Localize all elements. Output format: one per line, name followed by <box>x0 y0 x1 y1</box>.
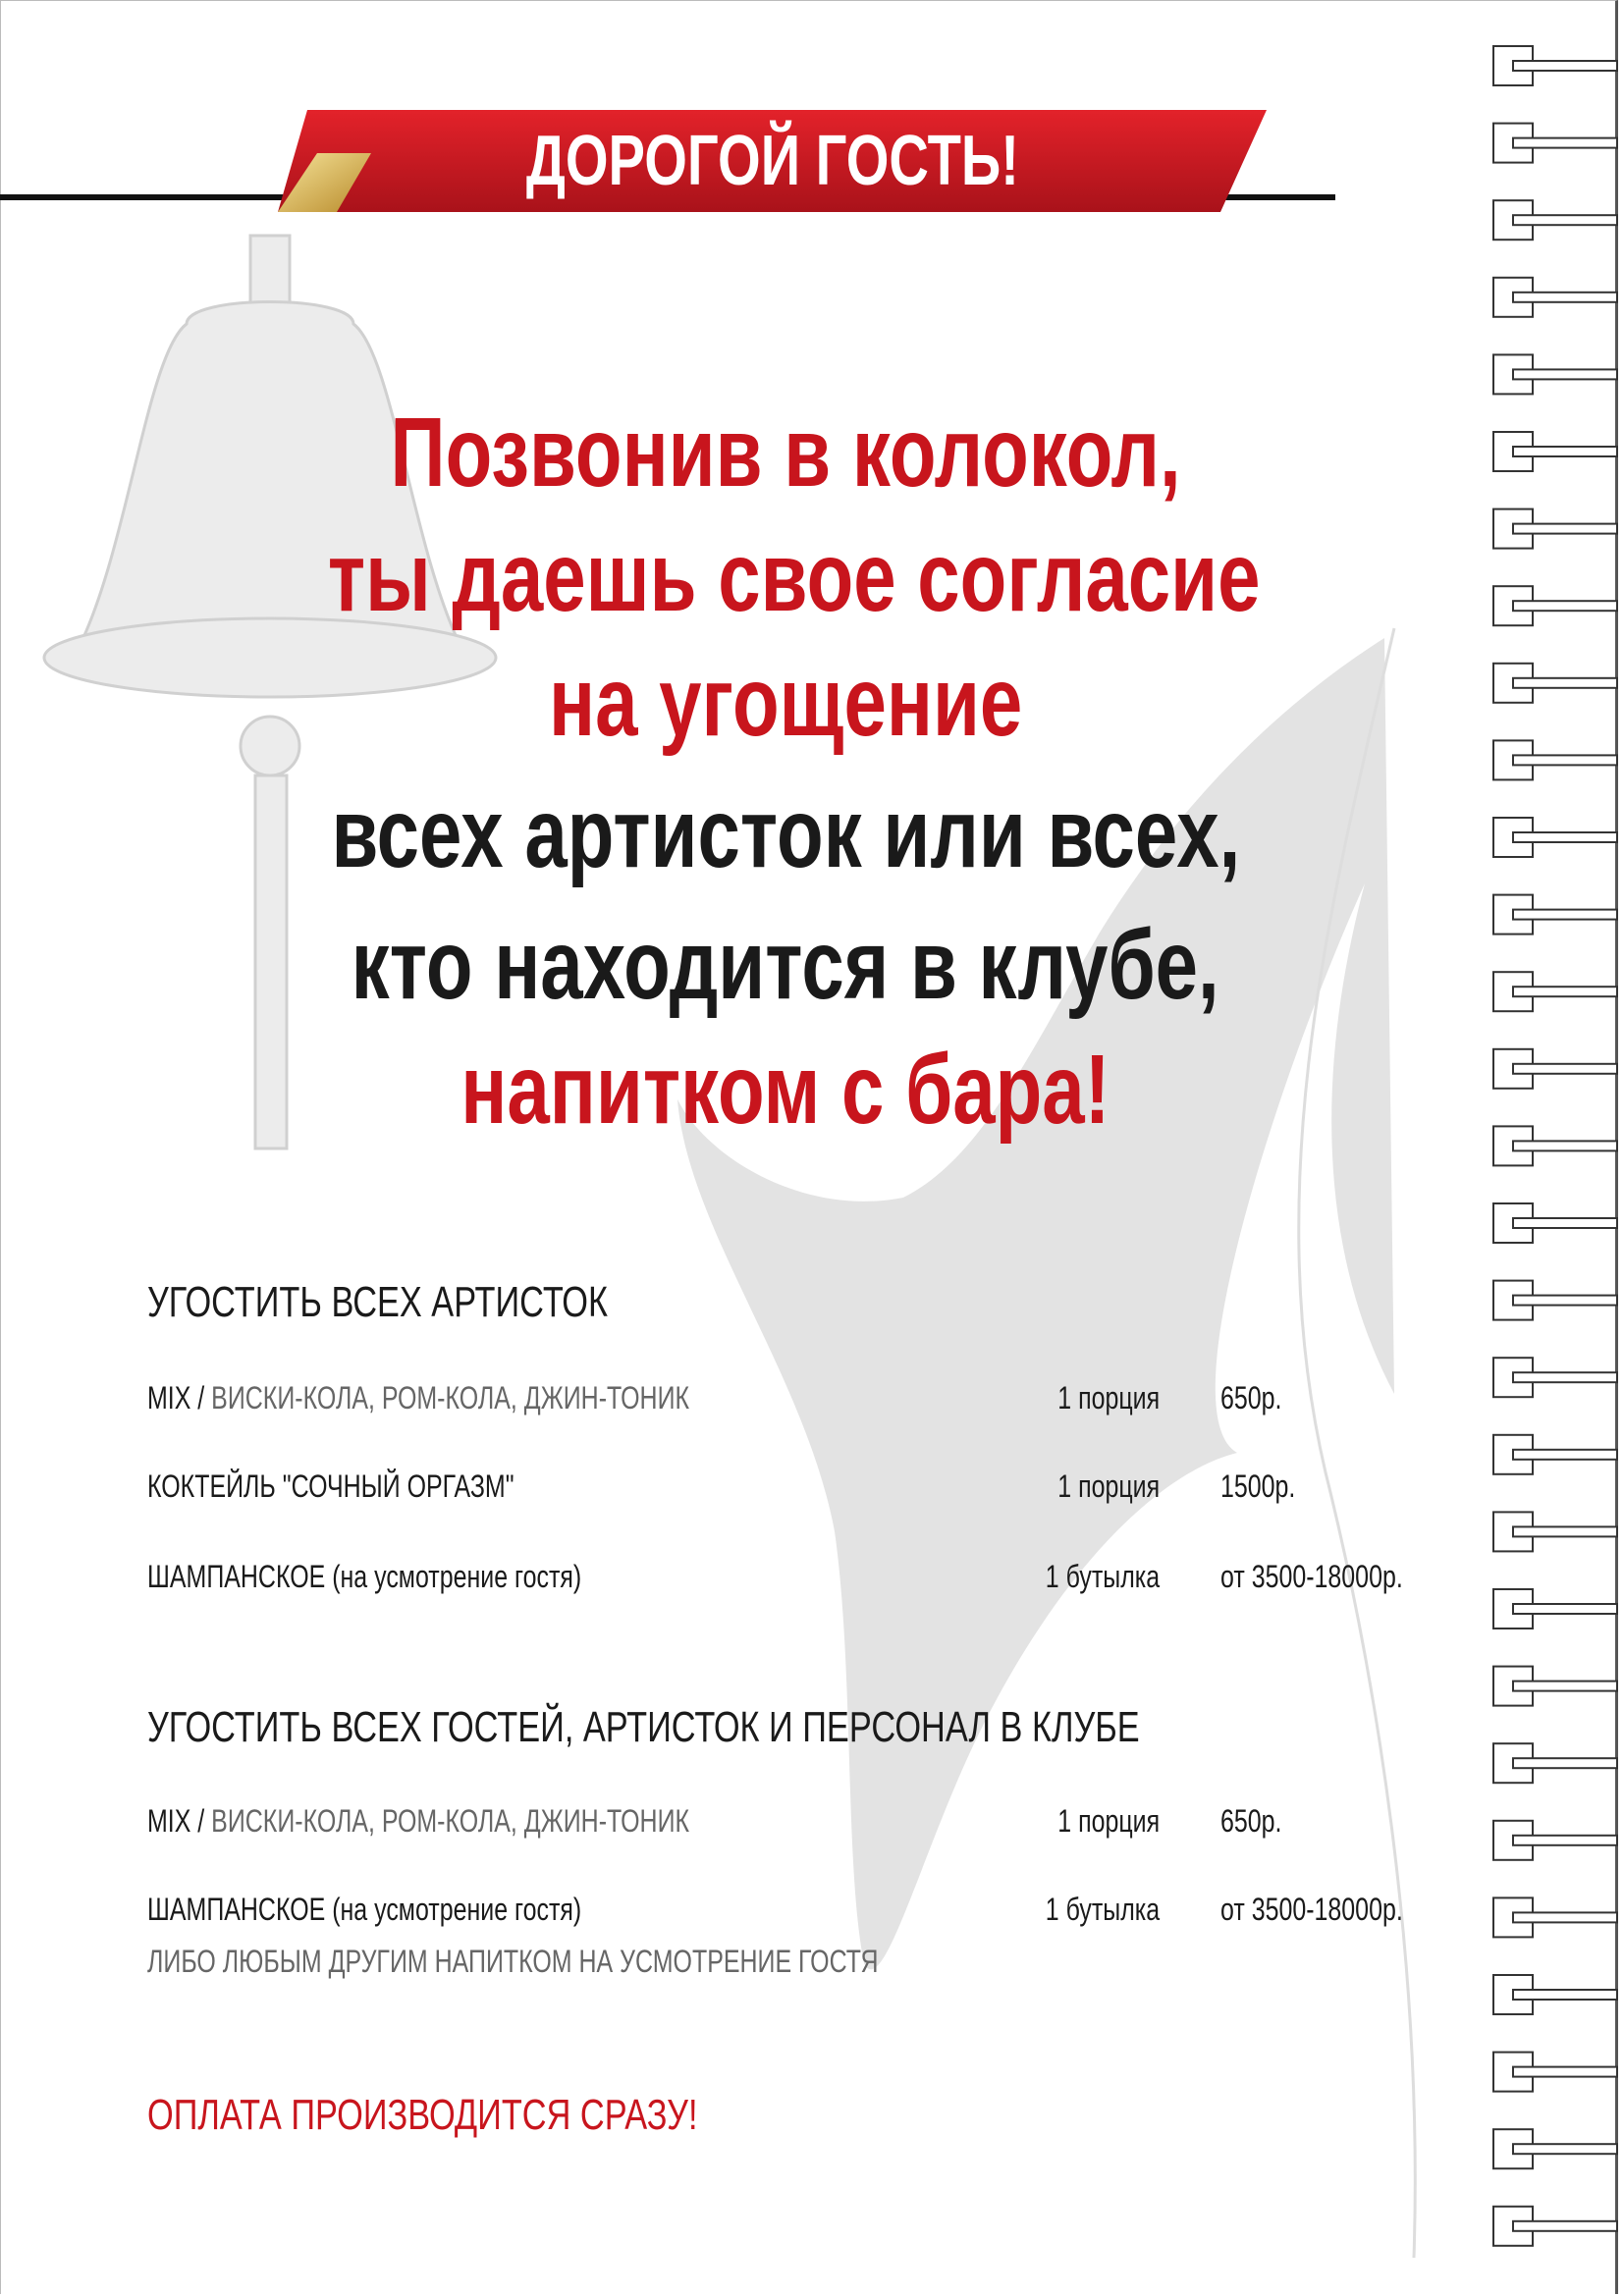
binding-ring-icon <box>1493 1126 1617 1165</box>
headline-line-2: ты даешь свое согласие <box>327 522 1261 632</box>
section2-note: ЛИБО ЛЮБЫМ ДРУГИМ НАПИТКОМ НА УСМОТРЕНИЕ ГОСТЯ <box>147 1944 879 1979</box>
section1-title: УГОСТИТЬ ВСЕХ АРТИСТОК <box>147 1278 608 1326</box>
binding-ring-icon <box>1493 1589 1617 1629</box>
menu-row: ШАМПАНСКОЕ (на усмотрение гостя) 1 бутылка от 3500-18000р. <box>147 1559 1403 1594</box>
headline-line-5: кто находится в клубе, <box>351 910 1220 1020</box>
headline-line-4: всех артисток или всех, <box>331 778 1240 888</box>
binding-ring-icon <box>1493 1358 1617 1397</box>
headline-line-6: напитком с бара! <box>460 1035 1110 1145</box>
binding-ring-icon <box>1493 972 1617 1011</box>
binding-ring-icon <box>1493 124 1617 163</box>
binding-ring-icon <box>1493 46 1617 85</box>
spiral-binding <box>1490 0 1620 2296</box>
section2-title: УГОСТИТЬ ВСЕХ ГОСТЕЙ, АРТИСТОК И ПЕРСОНАЛ В КЛУБЕ <box>147 1703 1140 1751</box>
payment-notice: ОПЛАТА ПРОИЗВОДИТСЯ СРАЗУ! <box>147 2091 698 2139</box>
binding-ring-icon <box>1493 1743 1617 1783</box>
binding-ring-icon <box>1493 2207 1617 2246</box>
binding-ring-icon <box>1493 664 1617 703</box>
binding-ring-icon <box>1493 818 1617 857</box>
binding-ring-icon <box>1493 1435 1617 1474</box>
binding-ring-icon <box>1493 2129 1617 2168</box>
binding-ring-icon <box>1493 1667 1617 1706</box>
binding-ring-icon <box>1493 432 1617 471</box>
banner-title: ДОРОГОЙ ГОСТЬ! <box>525 122 1019 200</box>
binding-ring-icon <box>1493 200 1617 240</box>
menu-row: ШАМПАНСКОЕ (на усмотрение гостя) 1 бутылка от 3500-18000р. <box>147 1892 1403 1927</box>
binding-ring-icon <box>1493 1512 1617 1551</box>
binding-ring-icon <box>1493 1975 1617 2014</box>
binding-ring-icon <box>1493 740 1617 779</box>
binding-ring-icon <box>1493 1049 1617 1089</box>
binding-ring-icon <box>1493 586 1617 625</box>
headline-line-3: на угощение <box>548 647 1023 757</box>
binding-ring-icon <box>1493 1203 1617 1243</box>
menu-row: MIX / ВИСКИ-КОЛА, РОМ-КОЛА, ДЖИН-ТОНИК 1 порция 650р. <box>147 1803 1282 1839</box>
binding-ring-icon <box>1493 354 1617 394</box>
binding-ring-icon <box>1493 895 1617 934</box>
binding-ring-icon <box>1493 2053 1617 2092</box>
binding-ring-icon <box>1493 1281 1617 1320</box>
binding-ring-icon <box>1493 1897 1617 1937</box>
menu-row: MIX / ВИСКИ-КОЛА, РОМ-КОЛА, ДЖИН-ТОНИК 1 порция 650р. <box>147 1380 1282 1415</box>
binding-ring-icon <box>1493 1821 1617 1860</box>
binding-ring-icon <box>1493 278 1617 317</box>
headline-line-1: Позвонив в колокол, <box>390 398 1181 507</box>
menu-row: КОКТЕЙЛЬ "СОЧНЫЙ ОРГАЗМ" 1 порция 1500р. <box>147 1468 1296 1504</box>
binding-ring-icon <box>1493 509 1617 549</box>
